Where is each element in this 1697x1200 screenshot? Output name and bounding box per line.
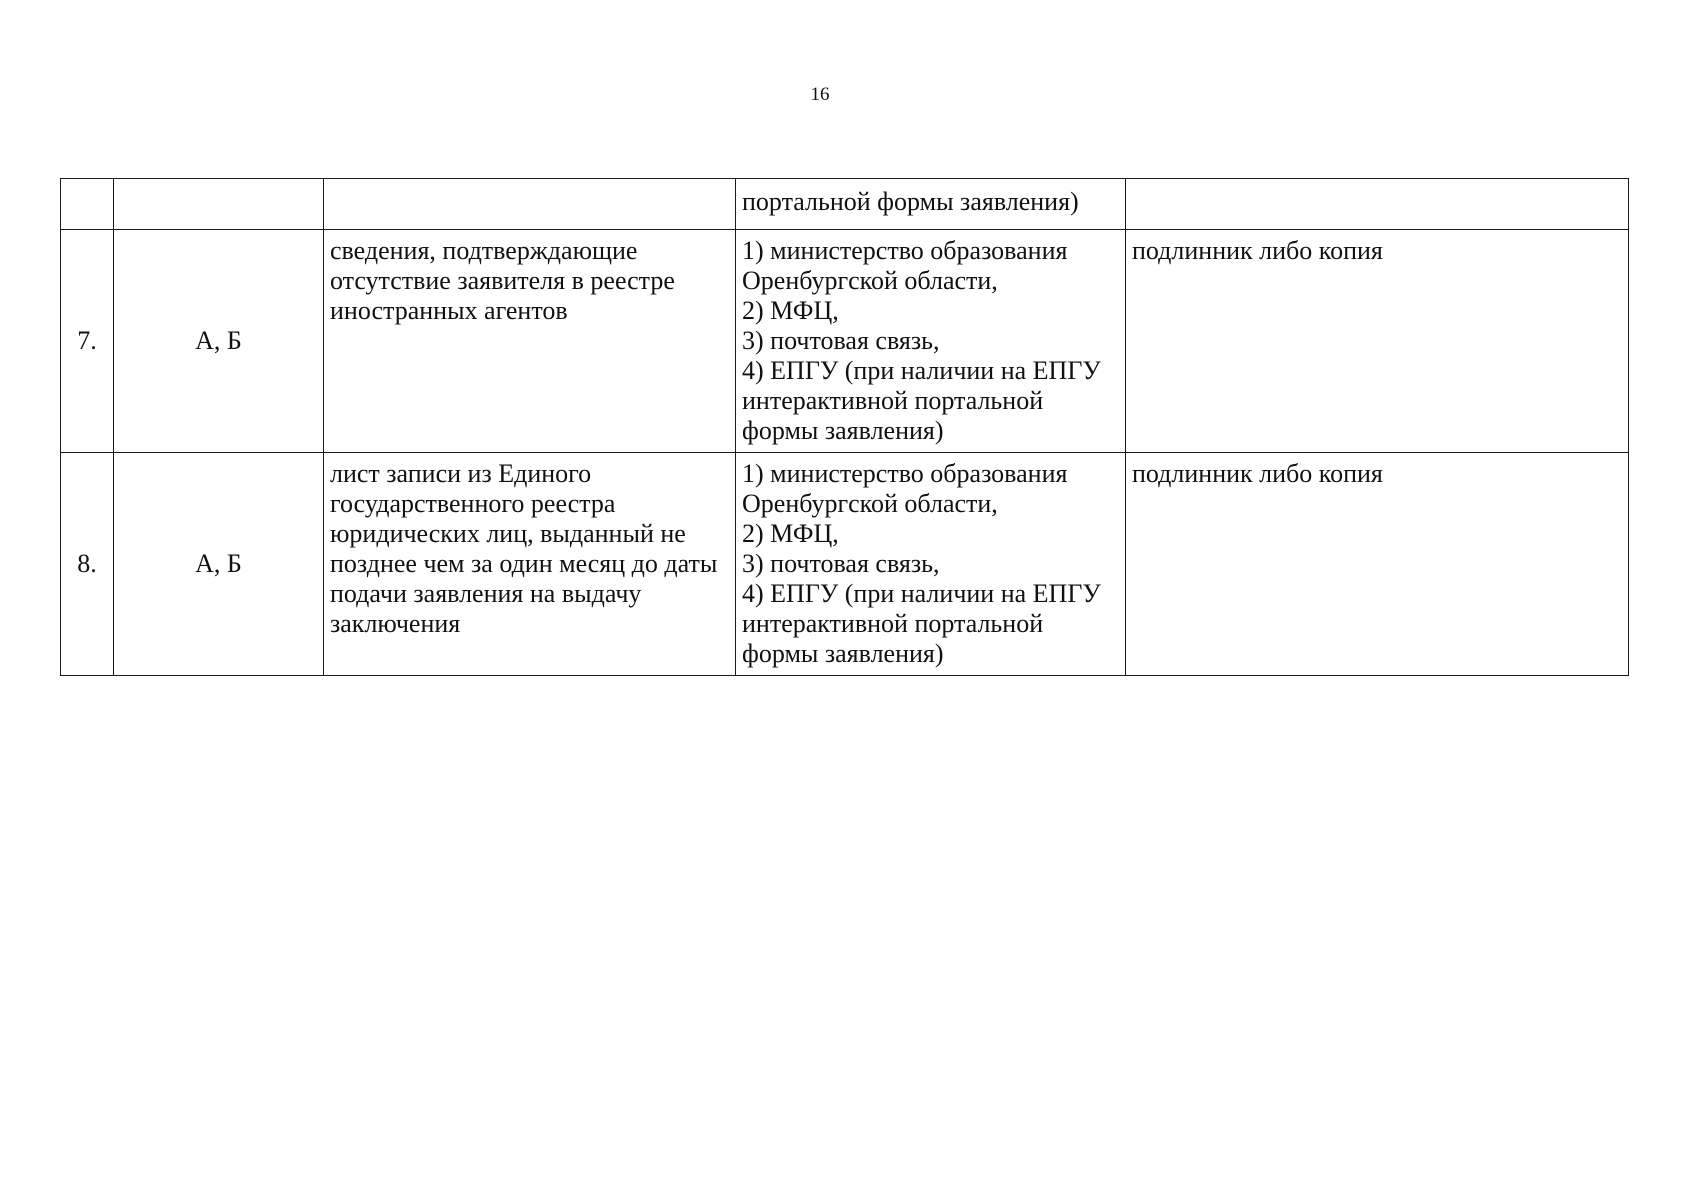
documents-table [60,178,1629,676]
cell-document-form: подлинник либо копия [1126,453,1629,676]
cell-submission-ways [736,453,1126,676]
cell-category: А, Б [114,453,324,676]
cell-category [114,179,324,230]
cell-number [61,179,114,230]
submission-way-item: 1) министерство образования Оренбургской области, [742,459,1068,518]
submission-way-item: 1) министерство образования Оренбургской области, [742,236,1068,295]
cell-category: А, Б [114,230,324,453]
submission-way-item: 3) почтовая связь, [742,326,940,355]
submission-way-item: портальной формы заявления) [742,187,1079,216]
cell-document: сведения, подтверждающие отсутствие заявителя в реестре иностранных агентов [324,230,736,453]
submission-way-item: 2) МФЦ, [742,296,839,325]
submission-way-item: 2) МФЦ, [742,519,839,548]
submission-way-item: 4) ЕПГУ (при наличии на ЕПГУ интерактивной портальной формы заявления) [742,579,1101,668]
table-row-continuation [61,179,1629,230]
cell-document [324,179,736,230]
cell-document: лист записи из Единого государственного реестра юридических лиц, выданный не позднее чем за один месяц до даты подачи заявления на выдачу заключения [324,453,736,676]
submission-way-item: 3) почтовая связь, [742,549,940,578]
page-number: 16 [810,84,830,105]
submission-way-item: 4) ЕПГУ (при наличии на ЕПГУ интерактивной портальной формы заявления) [742,356,1101,445]
table-row [61,230,1629,453]
table-row [61,453,1629,676]
cell-document-form [1126,179,1629,230]
cell-number: 7. [61,230,114,453]
cell-submission-ways [736,179,1126,230]
cell-number: 8. [61,453,114,676]
cell-submission-ways [736,230,1126,453]
cell-document-form: подлинник либо копия [1126,230,1629,453]
